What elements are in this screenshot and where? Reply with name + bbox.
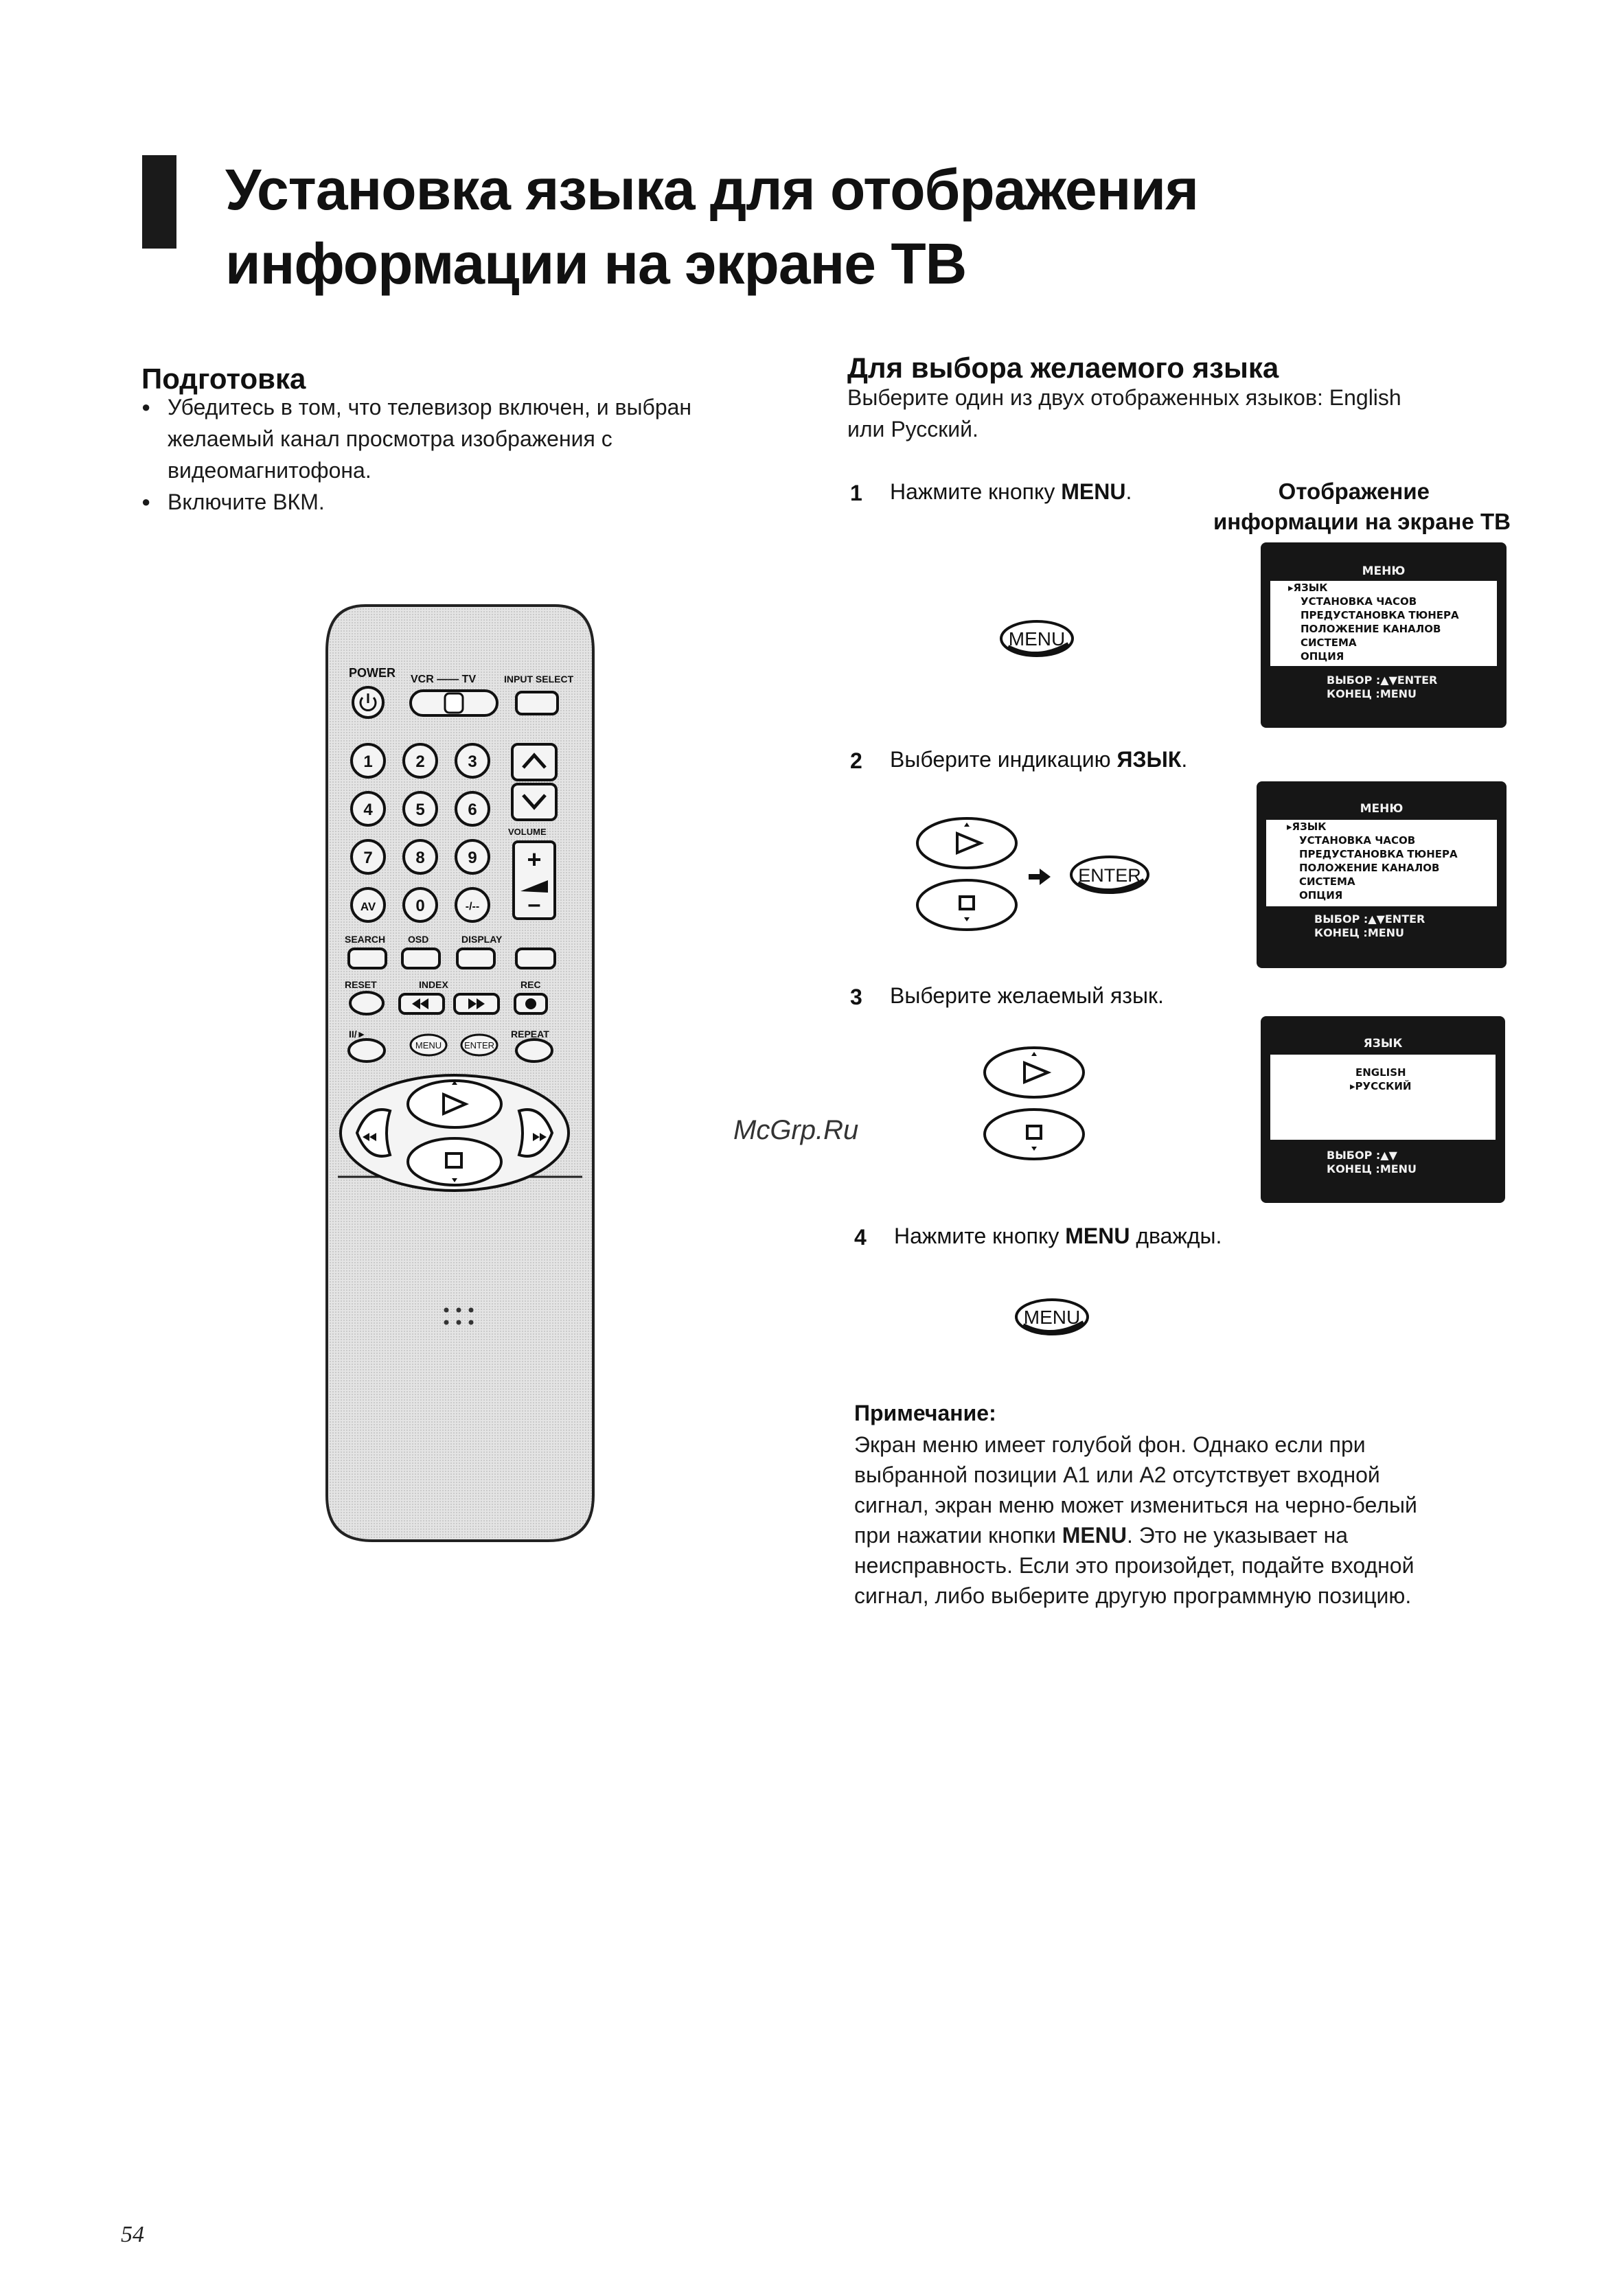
remote-digit-5	[404, 792, 437, 825]
tv-lang-item: ENGLISH	[1355, 1066, 1406, 1079]
remote-label-ii: II/►	[349, 1029, 367, 1040]
remote-digit-7	[352, 840, 385, 873]
step-4-number: 4	[854, 1225, 867, 1250]
remote-osd-button	[402, 949, 439, 968]
selection-intro	[847, 382, 1493, 445]
svg-text:AV: AV	[360, 900, 376, 913]
step-3-number: 3	[850, 985, 862, 1009]
remote-digit-2	[404, 744, 437, 777]
tv-menu-footer-select: ВЫБОР :▲▼ENTER	[1314, 912, 1425, 926]
remote-digit-9	[456, 840, 489, 873]
up-down-buttons-step-3	[975, 1042, 1099, 1164]
note-line: при нажатии кнопки MENU. Это не указывает на	[854, 1523, 1349, 1548]
remote-label-display: DISPLAY	[461, 934, 503, 945]
step-1-text: Нажмите кнопку MENU.	[890, 479, 1132, 504]
screen-caption-line-2: информации на экране ТВ	[1213, 509, 1511, 534]
note-line: сигнал, либо выберите другую программную позицию.	[854, 1583, 1412, 1608]
selection-intro-line-2: или Русский.	[847, 417, 978, 441]
step-2-number: 2	[850, 748, 862, 773]
remote-label-power: POWER	[349, 666, 396, 680]
remote-pause-button	[349, 1040, 385, 1061]
remote-blank-button	[516, 949, 555, 968]
remote-label-osd: OSD	[408, 934, 429, 945]
menu-button-icon	[1012, 1295, 1095, 1340]
up-down-buttons-step-2	[908, 814, 1031, 937]
note-line: сигнал, экран меню может измениться на черно-белый	[854, 1493, 1417, 1517]
tv-menu-item: ПРЕДУСТАНОВКА ТЮНЕРА	[1301, 609, 1459, 621]
title-marker-bar	[142, 155, 176, 249]
remote-reset-button	[350, 992, 383, 1014]
down-stop-button-icon	[917, 880, 1016, 930]
svg-text:MENU: MENU	[1023, 1307, 1081, 1328]
tv-menu-item: ▸ЯЗЫК	[1287, 820, 1327, 833]
note-body	[854, 1430, 1513, 1611]
tv-menu-footer-exit: КОНЕЦ :MENU	[1314, 926, 1405, 939]
remote-label-index: INDEX	[419, 979, 448, 990]
tv-menu-item: УСТАНОВКА ЧАСОВ	[1299, 834, 1416, 847]
remote-repeat-button	[516, 1040, 552, 1061]
tv-menu-item: ▸ЯЗЫК	[1288, 582, 1328, 594]
step-4-text: Нажмите кнопку MENU дважды.	[894, 1224, 1222, 1248]
note-title: Примечание:	[854, 1401, 996, 1425]
record-icon	[525, 998, 536, 1009]
svg-text:5: 5	[415, 801, 425, 819]
selection-intro-line-1: Выберите один из двух отображенных языков: English	[847, 385, 1401, 410]
note-line: неисправность. Если это произойдет, подайте входной	[854, 1553, 1414, 1578]
tv-menu-item: СИСТЕМА	[1299, 875, 1355, 888]
remote-label-volume: VOLUME	[508, 827, 547, 837]
page-title	[225, 152, 1461, 301]
svg-text:0: 0	[415, 897, 425, 915]
page-title-line-1: Установка языка для отображения	[225, 157, 1198, 222]
menu-button-icon	[997, 617, 1079, 662]
remote-label-search: SEARCH	[345, 934, 386, 945]
tv-lang-footer-exit: КОНЕЦ :MENU	[1327, 1162, 1417, 1175]
remote-digit-0	[404, 888, 437, 921]
tv-lang-item-selected: ▸РУССКИЙ	[1350, 1080, 1412, 1092]
remote-label-reset: RESET	[345, 979, 377, 990]
svg-text:ENTER: ENTER	[1078, 865, 1141, 886]
svg-text:7: 7	[363, 849, 373, 867]
screen-caption-line-1: Отображение	[1278, 479, 1430, 504]
step-1-number: 1	[850, 481, 862, 505]
svg-text:-/--: -/--	[465, 901, 480, 912]
remote-label-repeat: REPEAT	[511, 1029, 549, 1040]
remote-label-vcr-tv: VCR —— TV	[411, 674, 477, 685]
remote-channel-up-button	[512, 744, 556, 780]
remote-control-illustration	[324, 603, 596, 1545]
preparation-list	[141, 391, 801, 518]
svg-text:MENU: MENU	[1008, 628, 1066, 650]
svg-text:2: 2	[415, 753, 425, 771]
remote-display-button	[457, 949, 494, 968]
remote-digit-4	[352, 792, 385, 825]
remote-stop-button	[408, 1138, 501, 1185]
remote-digit-6	[456, 792, 489, 825]
tv-screen-language	[1261, 1016, 1505, 1203]
tv-menu-item: ОПЦИЯ	[1301, 650, 1344, 663]
tv-screen-menu-step-1	[1261, 542, 1507, 728]
down-stop-button-icon	[985, 1110, 1084, 1159]
tv-menu-item: ПРЕДУСТАНОВКА ТЮНЕРА	[1299, 848, 1458, 860]
remote-play-button	[408, 1081, 501, 1127]
screen-caption	[1154, 477, 1511, 537]
svg-text:4: 4	[363, 801, 373, 819]
svg-text:1: 1	[363, 753, 373, 771]
svg-text:MENU: MENU	[415, 1040, 442, 1051]
watermark: McGrp.Ru	[733, 1115, 859, 1145]
remote-label-input-select: INPUT SELECT	[504, 674, 574, 685]
remote-dash-button	[456, 888, 489, 921]
tv-lang-title: ЯЗЫК	[1363, 1037, 1403, 1051]
svg-text:3: 3	[468, 753, 477, 771]
svg-text:8: 8	[415, 849, 425, 867]
enter-button-icon	[1066, 851, 1155, 899]
remote-search-button	[349, 949, 386, 968]
tv-menu-item: ОПЦИЯ	[1299, 889, 1343, 902]
svg-text:9: 9	[468, 849, 477, 867]
tv-menu-item: УСТАНОВКА ЧАСОВ	[1301, 595, 1417, 608]
tv-menu-list	[1270, 581, 1497, 666]
tv-menu-title: МЕНЮ	[1362, 564, 1406, 578]
remote-label-rec: REC	[520, 979, 541, 990]
remote-digit-1	[352, 744, 385, 777]
tv-menu-list	[1266, 820, 1497, 906]
remote-digit-8	[404, 840, 437, 873]
tv-screen-menu-step-2	[1257, 781, 1507, 968]
remote-input-select-button	[516, 692, 558, 714]
plus-icon: +	[527, 845, 542, 873]
preparation-bullet: ● Включите ВКМ.	[141, 486, 801, 518]
arrow-right-icon	[1027, 866, 1052, 887]
tv-menu-item: ПОЛОЖЕНИЕ КАНАЛОВ	[1301, 623, 1441, 635]
tv-menu-item: ПОЛОЖЕНИЕ КАНАЛОВ	[1299, 862, 1440, 874]
remote-digit-3	[456, 744, 489, 777]
remote-channel-down-button	[512, 784, 556, 820]
minus-icon: –	[527, 891, 541, 917]
tv-menu-footer-select: ВЫБОР :▲▼ENTER	[1327, 674, 1438, 687]
preparation-heading: Подготовка	[141, 363, 306, 395]
svg-text:6: 6	[468, 801, 477, 819]
tv-lang-footer-select: ВЫБОР :▲▼	[1327, 1149, 1397, 1162]
tv-menu-footer-exit: КОНЕЦ :MENU	[1327, 687, 1417, 700]
page-number: 54	[121, 2222, 144, 2247]
tv-menu-item: СИСТЕМА	[1301, 636, 1357, 649]
selection-heading: Для выбора желаемого языка	[847, 352, 1279, 384]
svg-text:ENTER: ENTER	[463, 1040, 495, 1051]
step-3-text: Выберите желаемый язык.	[890, 983, 1164, 1008]
note-line: Экран меню имеет голубой фон. Однако если при	[854, 1432, 1366, 1457]
step-2-text: Выберите индикацию ЯЗЫК.	[890, 747, 1188, 772]
tv-menu-title: МЕНЮ	[1360, 802, 1404, 816]
remote-av-button	[352, 888, 385, 921]
preparation-bullet: ● Убедитесь в том, что телевизор включен, и выбран желаемый канал просмотра изображения с видеомагнитофона.	[141, 391, 801, 486]
page-title-line-2: информации на экране ТВ	[225, 231, 967, 296]
note-line: выбранной позиции A1 или A2 отсутствует входной	[854, 1462, 1380, 1487]
tv-lang-list	[1270, 1055, 1496, 1140]
